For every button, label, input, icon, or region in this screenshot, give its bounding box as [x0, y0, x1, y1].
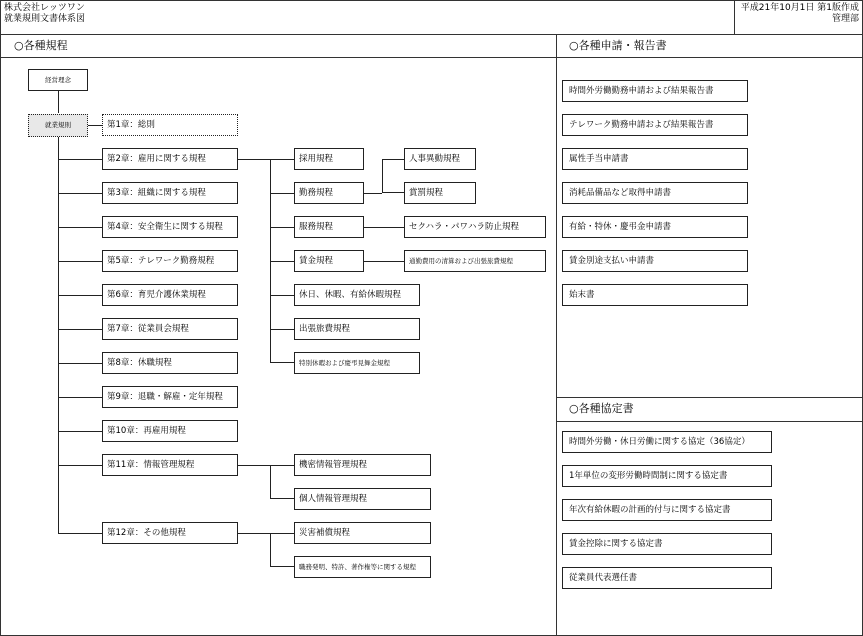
chapter-box: 第6章：育児介護休業規程 — [102, 284, 238, 306]
sub-rule-box: 人事異動規程 — [404, 148, 476, 170]
connector — [382, 192, 404, 193]
connector — [364, 227, 404, 228]
connector — [382, 159, 404, 160]
header-left — [4, 3, 85, 25]
sub-rule-box: 個人情報管理規程 — [294, 488, 431, 510]
applications-section-title: ○各種申請・報告書 — [569, 39, 667, 52]
section-divider-vertical — [556, 34, 557, 636]
application-form-box: 時間外労働勤務申請および結果報告書 — [562, 80, 748, 102]
chapter-box: 第11章：情報管理規程 — [102, 454, 238, 476]
application-form-box: テレワーク勤務申請および結果報告書 — [562, 114, 748, 136]
connector — [364, 261, 404, 262]
application-form-box: 賃金別途支払い申請書 — [562, 250, 748, 272]
connector — [58, 295, 102, 296]
connector — [270, 465, 271, 499]
chapter-box: 第2章：雇用に関する規程 — [102, 148, 238, 170]
application-form-box: 有給・特休・慶弔金申請書 — [562, 216, 748, 238]
chapter-box: 第9章：退職・解雇・定年規程 — [102, 386, 238, 408]
agreement-box: 賃金控除に関する協定書 — [562, 533, 772, 555]
application-form-box: 始末書 — [562, 284, 748, 306]
connector — [58, 137, 59, 534]
connector — [58, 533, 102, 534]
connector — [270, 227, 294, 228]
connector — [58, 465, 102, 466]
connector — [58, 431, 102, 432]
connector — [270, 193, 294, 194]
connector — [58, 193, 102, 194]
connector — [270, 329, 294, 330]
chapter-box: 第10章：再雇用規程 — [102, 420, 238, 442]
rules-section-title: ○各種規程 — [14, 39, 68, 52]
connector — [58, 329, 102, 330]
applications-title-underline — [556, 57, 863, 58]
connector — [270, 498, 294, 499]
connector — [382, 159, 383, 193]
sub-rule-box: 勤務規程 — [294, 182, 364, 204]
connector — [270, 566, 294, 567]
sub-rule-box: 災害補償規程 — [294, 522, 431, 544]
sub-rule-box: 採用規程 — [294, 148, 364, 170]
agreement-box: 従業員代表選任書 — [562, 567, 772, 589]
chapter-box: 第1章：総則 — [102, 114, 238, 136]
agreements-title-underline — [556, 421, 863, 422]
header-divider — [734, 0, 735, 34]
connector — [58, 363, 102, 364]
connector — [238, 465, 294, 466]
chapter-box: 第7章：従業員会規程 — [102, 318, 238, 340]
connector — [58, 397, 102, 398]
connector — [88, 125, 102, 126]
connector — [364, 193, 382, 194]
agreement-box: 年次有給休暇の計画的付与に関する協定書 — [562, 499, 772, 521]
sub-rule-box: 通勤費用の清算および出張旅費規程 — [404, 250, 546, 272]
connector — [238, 533, 294, 534]
agreements-section-title: ○各種協定書 — [569, 402, 634, 415]
sub-rule-box: 出張旅費規程 — [294, 318, 420, 340]
edition-date: 平成21年10月1日 第1版作成 — [740, 3, 859, 13]
sub-rule-box: セクハラ・パワハラ防止規程 — [404, 216, 546, 238]
connector — [238, 159, 294, 160]
document-title: 就業規則文書体系図 — [4, 14, 86, 24]
philosophy-box: 経営理念 — [28, 69, 88, 91]
application-form-box: 消耗品備品など取得申請書 — [562, 182, 748, 204]
agreement-box: 1年単位の変形労働時間制に関する協定書 — [562, 465, 772, 487]
chapter-box: 第4章：安全衛生に関する規程 — [102, 216, 238, 238]
department: 管理部 — [831, 14, 859, 24]
sub-rule-box: 賃金規程 — [294, 250, 364, 272]
sub-rule-box: 特別休暇および慶弔見舞金規程 — [294, 352, 420, 374]
sub-rule-box: 機密情報管理規程 — [294, 454, 431, 476]
chapter-box: 第12章：その他規程 — [102, 522, 238, 544]
sub-rule-box: 職務発明、特許、著作権等に関する規程 — [294, 556, 431, 578]
connector — [270, 261, 294, 262]
chapter-box: 第8章：休職規程 — [102, 352, 238, 374]
sub-rule-box: 休日、休暇、有給休暇規程 — [294, 284, 420, 306]
application-form-box: 属性手当申請書 — [562, 148, 748, 170]
connector — [270, 533, 271, 567]
sub-rule-box: 服務規程 — [294, 216, 364, 238]
header-right — [741, 3, 859, 25]
rules-title-underline — [0, 57, 556, 58]
connector — [270, 295, 294, 296]
agreements-top-line — [556, 397, 863, 398]
chapter-box: 第3章：組織に関する規程 — [102, 182, 238, 204]
connector — [58, 261, 102, 262]
chapter-box: 第5章：テレワーク勤務規程 — [102, 250, 238, 272]
header-bottom-line — [0, 34, 863, 35]
work-rules-box: 就業規則 — [28, 114, 88, 137]
connector — [58, 91, 59, 113]
connector — [58, 227, 102, 228]
agreement-box: 時間外労働・休日労働に関する協定（36協定） — [562, 431, 772, 453]
sub-rule-box: 賞罰規程 — [404, 182, 476, 204]
company-name: 株式会社レッツワン — [4, 3, 85, 13]
connector — [270, 362, 294, 363]
connector — [58, 159, 102, 160]
